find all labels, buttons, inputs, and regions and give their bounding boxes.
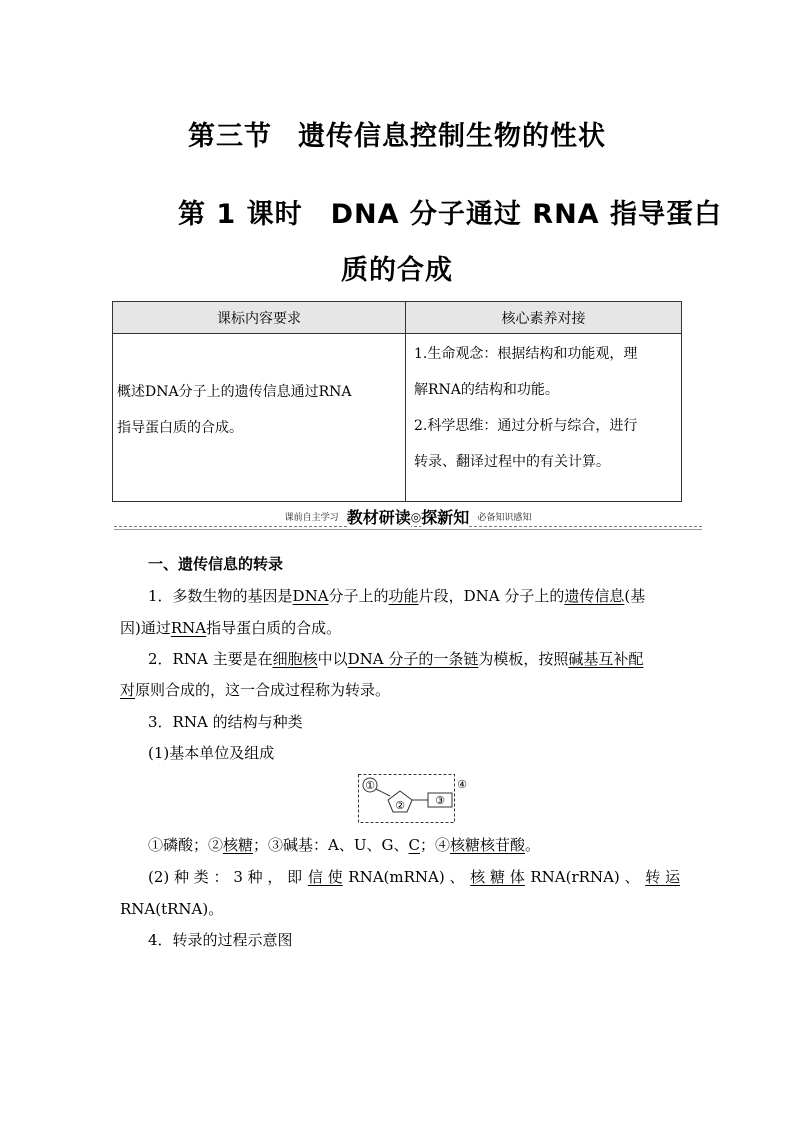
competency-cell (406, 334, 682, 502)
label-4: ④ (457, 778, 467, 791)
nucleotide-diagram-svg (358, 774, 470, 824)
competency-line-4: 转录、翻译过程中的有关计算。 (414, 454, 610, 470)
nucleotide-diagram (358, 774, 470, 828)
divider-main-b: 探新知 (421, 508, 470, 527)
divider-right-label: 必备知识感知 (474, 513, 534, 523)
competency-line-3: 2.科学思维：通过分析与综合，进行 (414, 418, 638, 434)
heading-transcription: 一、遗传信息的转录 (148, 555, 284, 573)
paragraph-5: ①磷酸；②核糖；③碱基：A、U、G、C；④核糖核苷酸。 (148, 836, 541, 854)
standards-table (112, 301, 682, 502)
section-number: 第三节 (188, 121, 272, 152)
paragraph-6-line-2: RNA(tRNA)。 (120, 900, 224, 918)
paragraph-4: (1)基本单位及组成 (148, 744, 275, 762)
section-name: 遗传信息控制生物的性状 (298, 121, 606, 152)
paragraph-3: 3．RNA 的结构与种类 (148, 713, 303, 731)
competency-line-2: 解RNA的结构和功能。 (414, 382, 559, 398)
competency-line-1: 1.生命观念：根据结构和功能观，理 (414, 346, 638, 362)
lesson-title-text: DNA 分子通过 RNA 指导蛋白 (330, 199, 722, 230)
label-2: ② (395, 799, 405, 812)
divider-separator-icon: ◎ (410, 509, 422, 524)
paragraph-2-line-2: 对原则合成的，这一合成过程称为转录。 (120, 681, 391, 699)
divider-left-label: 课前自主学习 (282, 513, 342, 523)
col-header-standards: 课标内容要求 (113, 302, 406, 334)
paragraph-1-line-1: 1．多数生物的基因是DNA分子上的功能片段，DNA 分子上的遗传信息(基 (148, 587, 646, 605)
lesson-title-line1 (178, 192, 722, 231)
col-header-competency: 核心素养对接 (406, 302, 682, 334)
paragraph-2-line-1: 2．RNA 主要是在细胞核中以DNA 分子的一条链为模板，按照碱基互补配 (148, 650, 644, 668)
standards-cell (113, 334, 406, 502)
paragraph-1-line-2: 因)通过RNA指导蛋白质的合成。 (120, 619, 342, 637)
label-1: ① (365, 779, 375, 792)
standards-line-1: 概述DNA分子上的遗传信息通过RNA (117, 384, 352, 400)
lesson-number: 第 1 课时 (178, 199, 303, 230)
section-divider (114, 505, 702, 533)
label-3: ③ (435, 794, 445, 807)
section-title (0, 114, 794, 153)
paragraph-6-line-1: (2) 种 类 ： 3 种 ， 即 信 使 RNA(mRNA) 、 核 糖 体 RNA(rRNA) 、 转 运 (148, 868, 680, 886)
divider-main-a: 教材研读 (346, 508, 411, 527)
paragraph-7: 4．转录的过程示意图 (148, 931, 293, 949)
lesson-title-line2: 质的合成 (341, 255, 453, 286)
standards-line-2: 指导蛋白质的合成。 (117, 420, 243, 436)
